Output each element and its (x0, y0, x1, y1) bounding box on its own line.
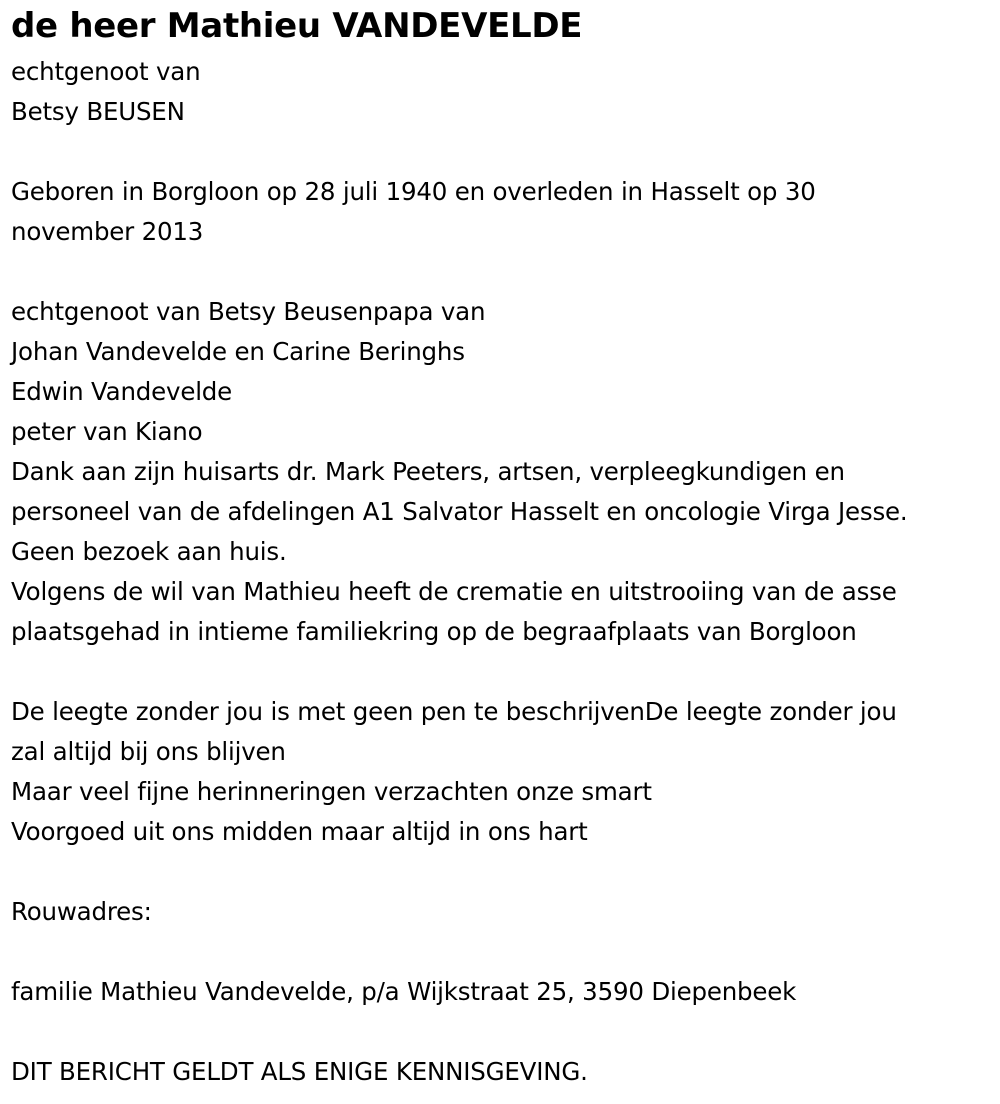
poem-line: zal altijd bij ons blijven (11, 737, 286, 766)
family-line: Johan Vandevelde en Carine Beringhs (11, 337, 465, 366)
spacer (11, 652, 996, 692)
thanks-line: Dank aan zijn huisarts dr. Mark Peeters, artsen, verpleegkundigen en (11, 457, 845, 486)
poem-section (11, 692, 996, 852)
poem-line: Voorgoed uit ons midden maar altijd in ons hart (11, 817, 588, 846)
obituary-document (11, 0, 996, 1092)
address-label: Rouwadres: (11, 897, 152, 926)
spacer (11, 1012, 996, 1052)
birth-death-line: Geboren in Borgloon op 28 juli 1940 en overleden in Hasselt op 30 (11, 177, 816, 206)
spacer (11, 132, 996, 172)
spacer (11, 932, 996, 972)
spacer (11, 252, 996, 292)
cremation-line: plaatsgehad in intieme familiekring op de begraafplaats van Borgloon (11, 617, 857, 646)
birth-death-section (11, 172, 996, 252)
family-section (11, 292, 996, 652)
family-line: Edwin Vandevelde (11, 377, 233, 406)
notice-line: DIT BERICHT GELDT ALS ENIGE KENNISGEVING. (11, 1057, 588, 1086)
obituary-title: de heer Mathieu VANDEVELDE (11, 6, 583, 46)
family-line: peter van Kiano (11, 417, 203, 446)
intro-section (11, 52, 996, 132)
poem-line: Maar veel fijne herinneringen verzachten onze smart (11, 777, 652, 806)
poem-line: De leegte zonder jou is met geen pen te beschrijvenDe leegte zonder jou (11, 697, 897, 726)
intro-line: echtgenoot van (11, 57, 201, 86)
family-line: echtgenoot van Betsy Beusenpapa van (11, 297, 486, 326)
thanks-line: personeel van de afdelingen A1 Salvator Hasselt en oncologie Virga Jesse. (11, 497, 908, 526)
spacer (11, 852, 996, 892)
spouse-name: Betsy BEUSEN (11, 97, 185, 126)
birth-death-line: november 2013 (11, 217, 204, 246)
address-value: familie Mathieu Vandevelde, p/a Wijkstraat 25, 3590 Diepenbeek (11, 977, 797, 1006)
visit-note: Geen bezoek aan huis. (11, 537, 287, 566)
cremation-line: Volgens de wil van Mathieu heeft de crematie en uitstrooiing van de asse (11, 577, 897, 606)
